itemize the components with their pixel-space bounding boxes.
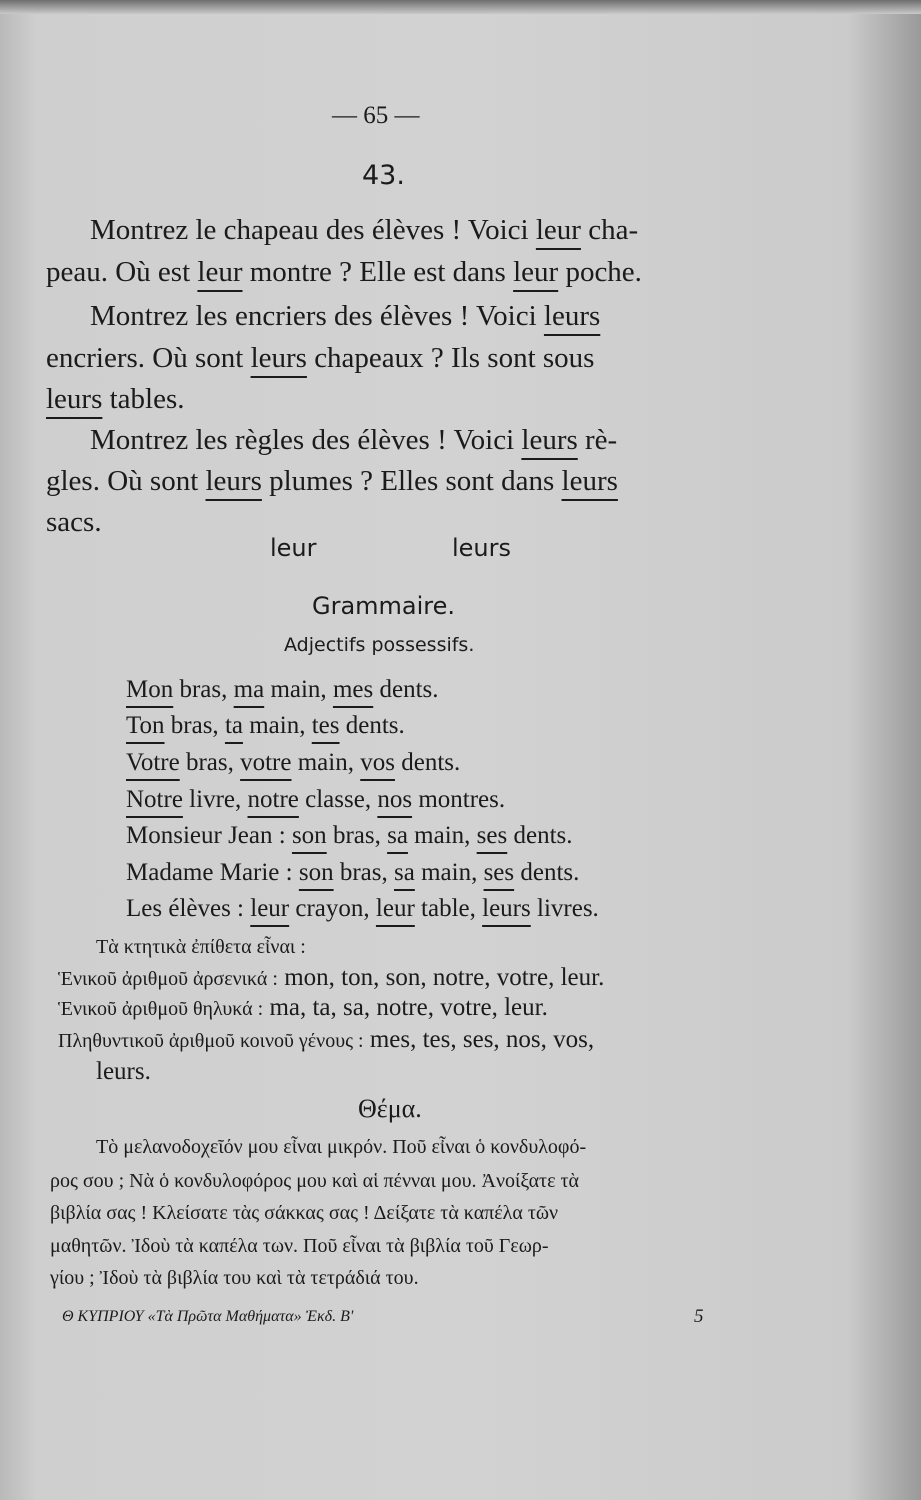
underlined-word: nos	[377, 786, 413, 813]
exercise-line: βιβλία σας ! Κλείσατε τὰς σάκκας σας ! Δείξατε τὰ καπέλα τῶν	[50, 1202, 559, 1224]
text-run: bras,	[333, 859, 394, 886]
exercise-line: γίου ; Ἰδοὺ τὰ βιβλία του καὶ τὰ τετράδιά του.	[50, 1267, 419, 1289]
paragraph2-line1	[90, 300, 600, 333]
underlined-word: son	[298, 859, 334, 886]
text-run: chapeaux ? Ils sont sous	[306, 342, 595, 374]
text-run: main,	[414, 859, 484, 886]
underlined-word: leurs	[250, 342, 307, 374]
summary-singular: leur	[270, 534, 317, 562]
grammar-title: Grammaire.	[312, 592, 456, 620]
text-run: Montrez les règles des élèves ! Voici	[90, 424, 522, 456]
underlined-word: Ton	[126, 712, 165, 739]
text-run: table,	[414, 895, 483, 922]
footer-signature: 5	[694, 1306, 704, 1327]
text-run: livres.	[530, 895, 599, 922]
text-run: main,	[407, 822, 477, 849]
text-run: Madame Marie :	[126, 859, 299, 886]
underlined-word: sa	[387, 822, 408, 849]
rule-feminine	[58, 994, 548, 1022]
text-run: Montrez les encriers des élèves ! Voici	[90, 300, 544, 332]
underlined-word: vos	[360, 749, 395, 776]
text-run: bras,	[326, 822, 388, 849]
rule-label: Ἑνικοῦ ἀριθμοῦ ἀρσενικά :	[58, 968, 278, 990]
paragraph3-line1	[90, 424, 617, 457]
exercise-line: μαθητῶν. Ἰδοὺ τὰ καπέλα των. Ποῦ εἶναι τὰ βιβλία τοῦ Γεωρ-	[50, 1235, 549, 1257]
example-row	[126, 895, 599, 923]
paragraph1-line1	[90, 214, 638, 247]
paragraph2-line2	[46, 342, 594, 375]
paragraph2-line3	[46, 383, 185, 416]
rule-label: Πληθυντικοῦ ἀριθμοῦ κοινοῦ γένους :	[58, 1030, 364, 1052]
underlined-word: leur	[250, 895, 290, 922]
text-run: bras,	[173, 676, 234, 703]
paragraph3-line2	[46, 465, 618, 498]
underlined-word: mes	[332, 676, 374, 703]
text-run: bras,	[164, 712, 225, 739]
underlined-word: votre	[240, 749, 292, 776]
rule-values: mon, ton, son, notre, votre, leur.	[277, 964, 605, 991]
text-run: Montrez le chapeau des élèves ! Voici	[90, 214, 536, 246]
example-row	[126, 676, 439, 704]
lesson-number: 43.	[362, 160, 405, 191]
underlined-word: leurs	[482, 895, 531, 922]
rule-values: mes, tes, ses, nos, vos,	[363, 1026, 595, 1053]
underlined-word: leurs	[46, 383, 103, 415]
rule-plural-cont: leurs.	[96, 1058, 151, 1085]
text-run: Monsieur Jean :	[126, 822, 292, 849]
page-top-edge	[0, 0, 921, 14]
text-run: tables.	[102, 383, 185, 415]
text-run: bras,	[179, 749, 241, 776]
text-run: livre,	[182, 786, 248, 813]
underlined-word: leur	[375, 895, 415, 922]
text-run: dents.	[373, 676, 439, 703]
text-run: main,	[242, 712, 312, 739]
underlined-word: tes	[311, 712, 340, 739]
rule-label: Ἑνικοῦ ἀριθμοῦ θηλυκά :	[58, 998, 264, 1020]
text-run: classe,	[298, 786, 378, 813]
exercise-line: ρος σου ; Νὰ ὁ κονδυλοφόρος μου καὶ αἱ πένναι μου. Ἀνοίξατε τὰ	[50, 1170, 579, 1192]
example-row	[126, 786, 505, 814]
underlined-word: notre	[247, 786, 299, 813]
paragraph1-line2	[46, 256, 642, 289]
underlined-word: leurs	[543, 300, 601, 332]
summary-plural: leurs	[452, 534, 512, 562]
example-row	[126, 822, 573, 850]
underlined-word: leurs	[521, 424, 578, 456]
text-run: crayon,	[289, 895, 376, 922]
underlined-word: Mon	[126, 676, 174, 703]
underlined-word: leur	[197, 256, 243, 288]
rule-values: ma, ta, sa, notre, votre, leur.	[263, 994, 548, 1021]
underlined-word: ma	[233, 676, 265, 703]
text-run: dents.	[339, 712, 405, 739]
example-row	[126, 859, 579, 887]
underlined-word: leur	[535, 214, 581, 246]
greek-intro: Τὰ κτητικὰ ἐπίθετα εἶναι :	[96, 936, 306, 958]
text-run: peau. Où est	[46, 256, 198, 288]
text-run: dents.	[514, 859, 580, 886]
text-run: montres.	[412, 786, 506, 813]
footer-author-book: Θ ΚΥΠΡΙΟΥ «Τὰ Πρῶτα Μαθήματα» Ἐκδ. Β'	[62, 1308, 354, 1325]
text-run: poche.	[558, 256, 642, 288]
text-run: dents.	[394, 749, 461, 776]
text-run: cha-	[580, 214, 639, 246]
rule-masculine	[58, 964, 604, 992]
text-run: main,	[291, 749, 361, 776]
underlined-word: son	[291, 822, 327, 849]
example-row	[126, 712, 405, 740]
text-run: dents.	[507, 822, 573, 849]
underlined-word: leurs	[205, 465, 262, 497]
text-run: main,	[264, 676, 333, 703]
exercise-title: Θέμα.	[358, 1094, 422, 1123]
exercise-line: Τὸ μελανοδοχεῖόν μου εἶναι μικρόν. Ποῦ εἶναι ὁ κονδυλοφό-	[96, 1136, 587, 1158]
paragraph3-line3: sacs.	[46, 506, 102, 538]
text-run: montre ? Elle est dans	[242, 256, 514, 288]
underlined-word: leurs	[561, 465, 618, 497]
page-number: — 65 —	[332, 102, 420, 129]
underlined-word: ses	[476, 822, 508, 849]
underlined-word: leur	[513, 256, 559, 288]
text-run: plumes ? Elles sont dans	[261, 465, 562, 497]
underlined-word: sa	[394, 859, 415, 886]
text-run: gles. Où sont	[46, 465, 206, 497]
rule-plural	[58, 1026, 594, 1054]
text-run: encriers. Où sont	[46, 342, 251, 374]
underlined-word: ses	[483, 859, 515, 886]
underlined-word: Notre	[126, 786, 183, 813]
underlined-word: Votre	[126, 749, 180, 776]
example-row	[126, 749, 460, 777]
text-run: rè-	[577, 424, 618, 456]
underlined-word: ta	[224, 712, 243, 739]
text-run: Les élèves :	[126, 895, 251, 922]
grammar-subtitle: Adjectifs possessifs.	[284, 634, 475, 656]
